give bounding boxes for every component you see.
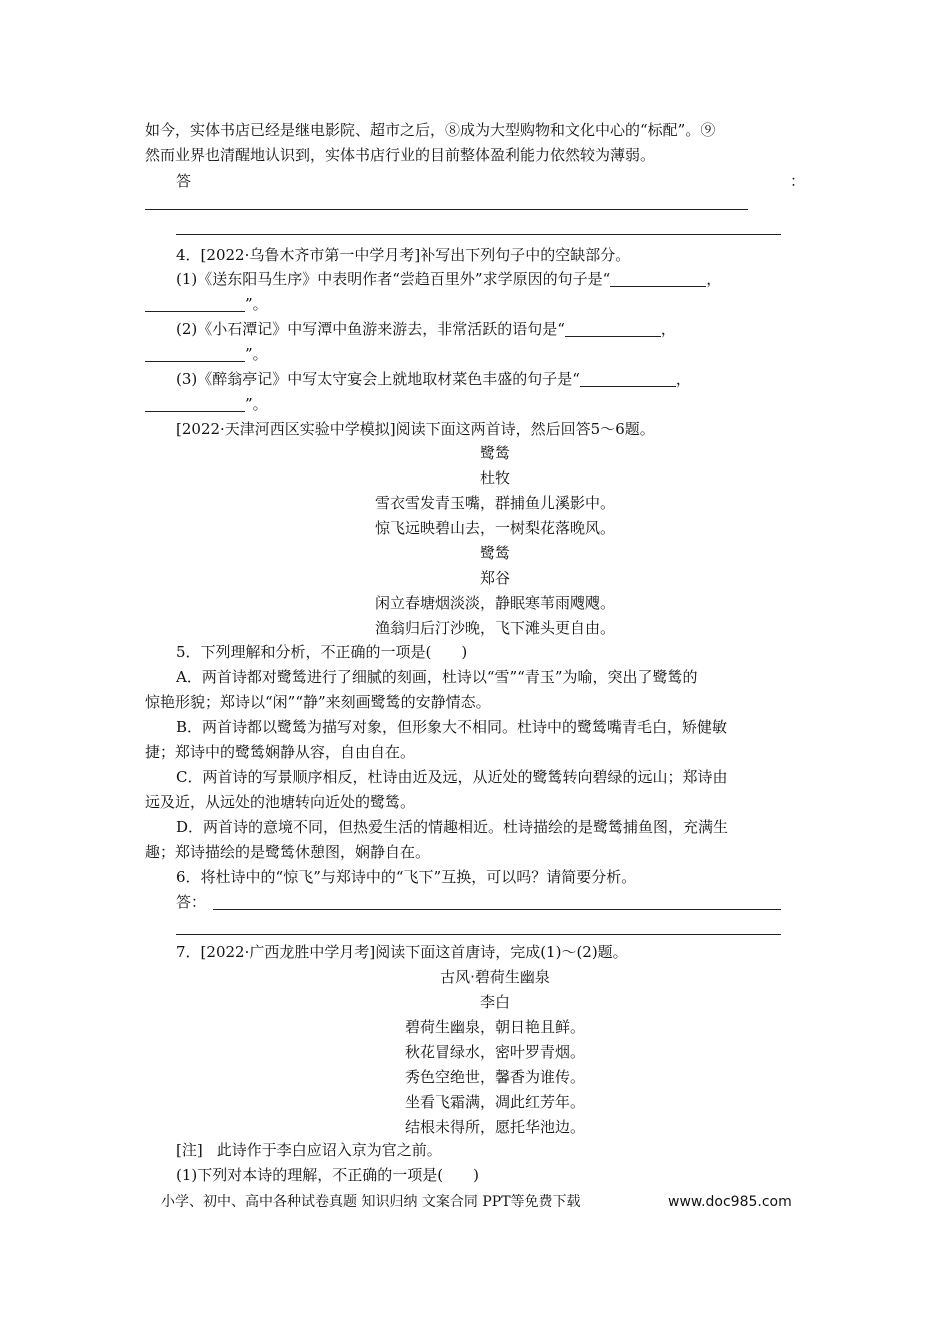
answer-line[interactable] [176,934,781,935]
q4-item-3-cont [145,393,268,415]
q5-option-b: B．两首诗都以鹭鸶为描写对象，但形象大不相同。杜诗中的鹭鸶嘴青毛白，矫健敏 [176,718,728,736]
poems-intro: [2022·天津河西区实验中学模拟]阅读下面这两首诗，然后回答5～6题。 [176,420,655,438]
q5-option-d-cont: 趣；郑诗描绘的是鹭鸶休憩图，娴静自在。 [145,843,431,861]
comma: ， [660,320,676,338]
q5-question: 5．下列理解和分析，不正确的一项是( ) [176,643,468,661]
fill-blank[interactable] [145,411,245,412]
q7-sub1: (1)下列对本诗的理解，不正确的一项是( ) [176,1166,479,1184]
q7-poem-author: 李白 [479,993,510,1011]
q4-item-1-cont [145,293,268,315]
q5-option-b-cont: 捷；郑诗中的鹭鸶娴静从容，自由自在。 [145,743,416,761]
fill-blank[interactable] [145,361,245,362]
q4-header: 4．[2022·乌鲁木齐市第一中学月考]补写出下列句子中的空缺部分。 [176,246,631,264]
q7-note [176,1139,442,1161]
quote-end: ”。 [245,395,268,413]
q7-poem-line-2: 秋花冒绿水，密叶罗青烟。 [404,1043,585,1061]
poem1-line-2: 惊飞远映碧山去，一树梨花落晚风。 [374,519,615,537]
fill-blank[interactable] [580,386,676,387]
quote-end: ”。 [245,345,268,363]
q7-poem-line-4: 坐看飞霜满，凋此红芳年。 [404,1093,585,1111]
note-label: [注] [176,1141,203,1159]
intro-line-1: 如今，实体书店已经是继电影院、超市之后，⑧成为大型购物和文化中心的“标配”。⑨ [145,121,716,139]
footer-text: 小学、初中、高中各种试卷真题 知识归纳 文案合同 PPT等免费下载 [161,1194,581,1210]
footer-url[interactable]: www.doc985.com [668,1194,792,1210]
q6-question: 6．将杜诗中的“惊飞”与郑诗中的“飞下”互换，可以吗？请简要分析。 [176,868,637,886]
q5-option-a-cont: 惊艳形貌；郑诗以“闲”“静”来刻画鹭鸶的安静情态。 [145,693,491,711]
poem1-title: 鹭鸶 [479,444,510,462]
q4-item-3 [176,368,691,390]
q7-poem-title: 古风·碧荷生幽泉 [440,968,550,986]
fill-blank[interactable] [145,311,245,312]
intro-answer-colon: ： [790,172,806,190]
q4-item-3-text: (3)《醉翁亭记》中写太守宴会上就地取材菜色丰盛的句子是“ [176,370,580,388]
quote-end: ”。 [245,295,268,313]
q5-option-d: D．两首诗的意境不同，但热爱生活的情趣相近。杜诗描绘的是鹭鸶捕鱼图，充满生 [176,818,729,836]
fill-blank[interactable] [565,336,661,337]
q7-poem-line-3: 秀色空绝世，馨香为谁传。 [404,1068,585,1086]
comma: ， [706,270,722,288]
note-text: 此诗作于李白应诏入京为官之前。 [216,1141,442,1159]
answer-line[interactable] [145,209,748,210]
q5-option-c: C．两首诗的写景顺序相反，杜诗由近及远，从近处的鹭鸶转向碧绿的远山；郑诗由 [176,768,728,786]
q4-item-2-text: (2)《小石潭记》中写潭中鱼游来游去，非常活跃的语句是“ [176,320,565,338]
intro-line-2: 然而业界也清醒地认识到，实体书店行业的目前整体盈利能力依然较为薄弱。 [145,146,656,164]
poem1-author: 杜牧 [479,469,510,487]
comma: ， [675,370,691,388]
q5-option-c-cont: 远及近，从远处的池塘转向近处的鹭鸶。 [145,793,416,811]
poem2-line-1: 闲立春塘烟淡淡，静眠寒苇雨飕飕。 [374,594,615,612]
q7-poem-line-1: 碧荷生幽泉，朝日艳且鲜。 [404,1018,585,1036]
intro-answer-label: 答 [176,172,192,190]
fill-blank[interactable] [610,286,706,287]
poem2-line-2: 渔翁归后汀沙晚，飞下滩头更自由。 [374,619,615,637]
q6-answer-label: 答： [176,893,207,911]
poem2-title: 鹭鸶 [479,544,510,562]
q4-item-1 [176,268,721,290]
q5-option-a: A．两首诗都对鹭鸶进行了细腻的刻画，杜诗以“雪”“青玉”为喻，突出了鹭鸶的 [176,668,698,686]
q4-item-2-cont [145,343,268,365]
q4-item-2 [176,318,676,340]
q7-poem-line-5: 结根未得所，愿托华池边。 [404,1118,585,1136]
q7-header: 7．[2022·广西龙胜中学月考]阅读下面这首唐诗，完成(1)～(2)题。 [176,943,628,961]
answer-line[interactable] [176,234,781,235]
poem1-line-1: 雪衣雪发青玉嘴，群捕鱼儿溪影中。 [374,494,615,512]
poem2-author: 郑谷 [479,569,510,587]
answer-line[interactable] [213,909,781,910]
q4-item-1-text: (1)《送东阳马生序》中表明作者“尝趋百里外”求学原因的句子是“ [176,270,611,288]
